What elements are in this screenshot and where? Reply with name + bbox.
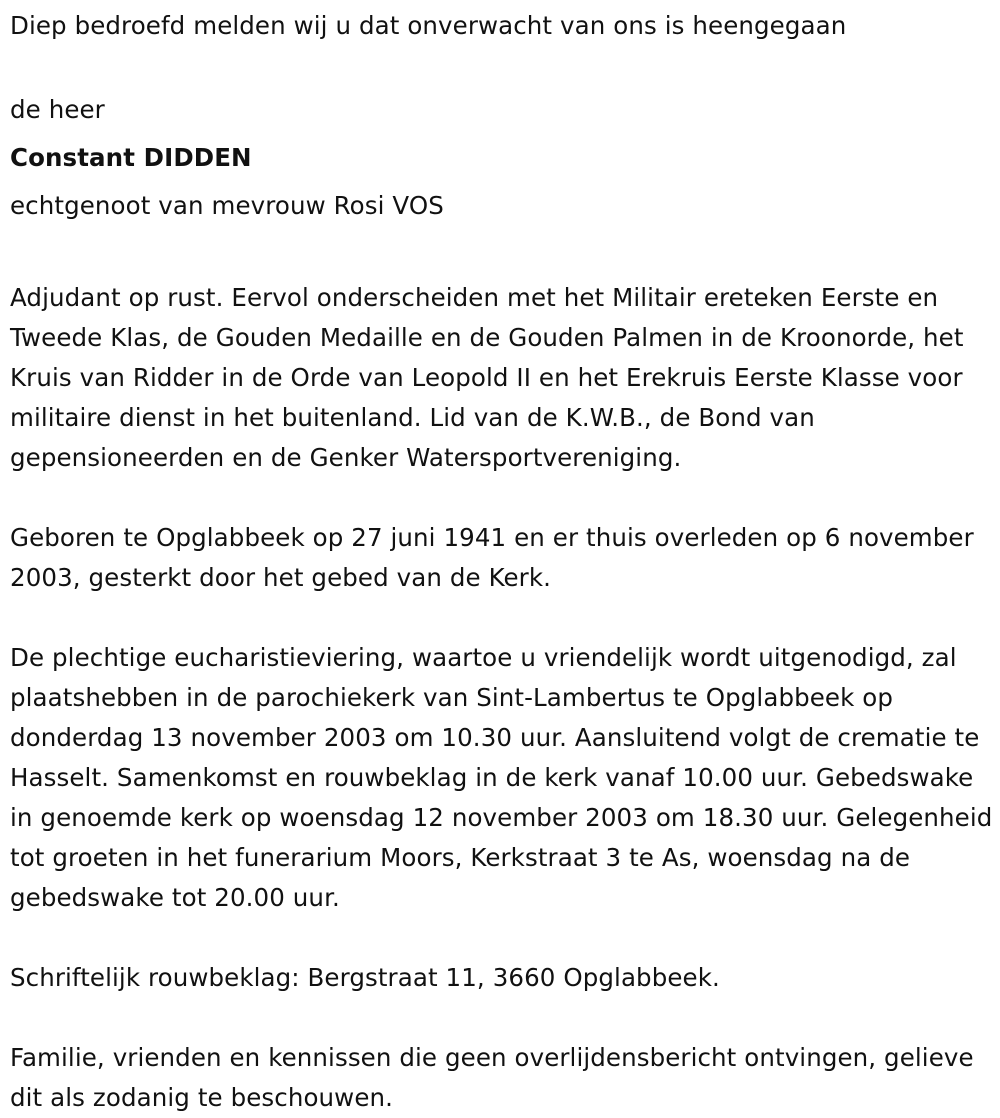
birth-death-paragraph: Geboren te Opglabbeek op 27 juni 1941 en er thuis overleden op 6 november 2003, gesterkt door het gebed van de Kerk. [10,523,974,592]
deceased-name: Constant DIDDEN [10,143,252,172]
death-notice [10,6,995,1118]
spacer [10,230,995,238]
spacer [10,918,995,958]
salutation: de heer [10,95,105,124]
career-paragraph: Adjudant op rust. Eervol onderscheiden met het Militair ereteken Eerste en Tweede Klas, de Gouden Medaille en de Gouden Palmen in de Kroonorde, het Kruis van Ridder in de Orde van Leopold II en het Erekruis Eerste Klasse voor militaire dienst in het buitenland. Lid van de K.W.B., de Bond van gepensioneerden en de Genker Watersportvereniging. [10,283,964,472]
spacer [10,478,995,518]
spacer [10,238,995,278]
spacer [10,598,995,638]
intro-line: Diep bedroefd melden wij u dat onverwacht van ons is heengegaan [10,11,847,40]
spouse-line: echtgenoot van mevrouw Rosi VOS [10,191,444,220]
closing-paragraph: Familie, vrienden en kennissen die geen overlijdensbericht ontvingen, gelieve dit als zodanig te beschouwen. [10,1043,974,1112]
ceremony-paragraph: De plechtige eucharistieviering, waartoe u vriendelijk wordt uitgenodigd, zal plaatshebben in de parochiekerk van Sint-Lambertus te Opglabbeek op donderdag 13 november 2003 om 10.30 uur. Aansluitend volgt de crematie te Hasselt. Samenkomst en rouwbeklag in de kerk vanaf 10.00 uur. Gebedswake in genoemde kerk op woensdag 12 november 2003 om 18.30 uur. Gelegenheid tot groeten in het funerarium Moors, Kerkstraat 3 te As, woensdag na de gebedswake tot 20.00 uur. [10,643,993,912]
condolences-address: Schriftelijk rouwbeklag: Bergstraat 11, 3660 Opglabbeek. [10,963,720,992]
spacer [10,998,995,1038]
spacer [10,46,995,86]
